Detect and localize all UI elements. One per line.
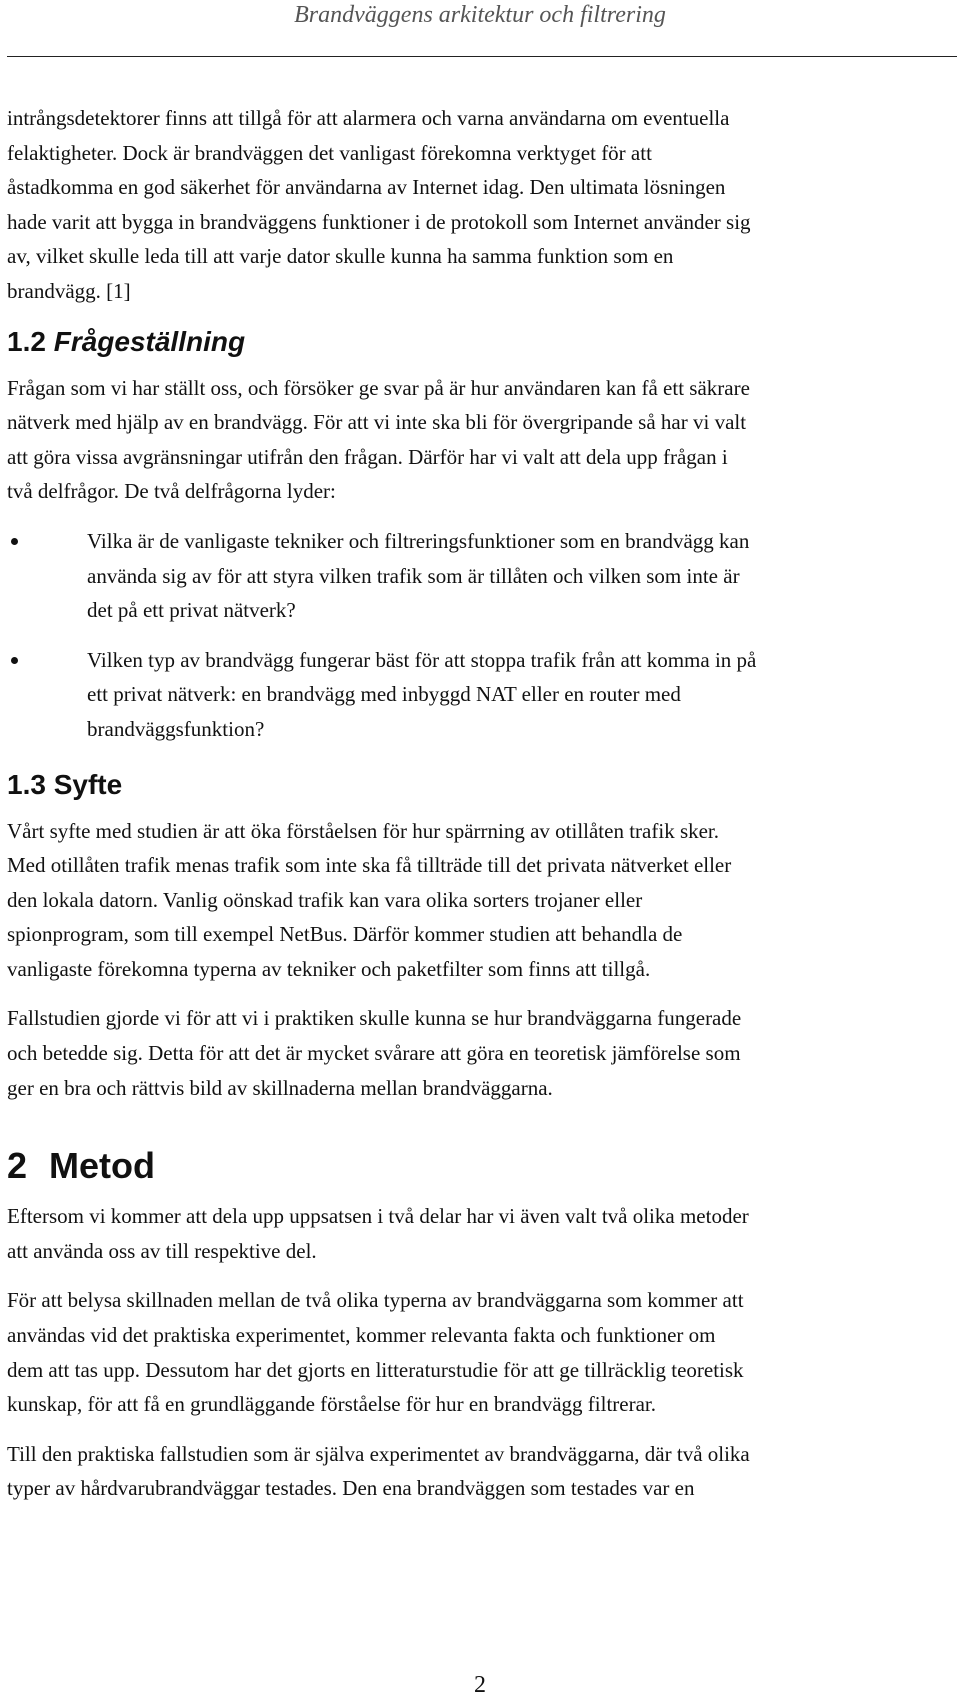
paragraph-line: Frågan som vi har ställt oss, och försöker ge svar på är hur användaren kan få ett säkrare xyxy=(7,375,750,400)
header-rule xyxy=(7,56,957,57)
section-2-paragraph-3 xyxy=(7,1437,953,1506)
list-item xyxy=(7,643,953,747)
section-title: Syfte xyxy=(53,768,123,800)
paragraph-line: användas vid det praktiska experimentet, kommer relevanta fakta och funktioner om xyxy=(7,1323,716,1348)
paragraph-line: För att belysa skillnaden mellan de två olika typerna av brandväggarna som kommer att xyxy=(7,1288,744,1313)
list-item-line: Vilka är de vanligaste tekniker och filtreringsfunktioner som en brandvägg kan xyxy=(87,528,750,553)
paragraph-line: av, vilket skulle leda till att varje dator skulle kunna ha samma funktion som en xyxy=(7,244,674,269)
section-2-paragraph-1 xyxy=(7,1199,953,1268)
paragraph-line: spionprogram, som till exempel NetBus. Därför kommer studien att behandla de xyxy=(7,922,683,947)
paragraph-line: Vårt syfte med studien är att öka förståelsen för hur spärrning av otillåten trafik sker. xyxy=(7,818,720,843)
section-1-3-paragraph-1 xyxy=(7,814,953,987)
section-number: 1.3 xyxy=(7,768,46,800)
paragraph-line: dem att tas upp. Dessutom har det gjorts en litteraturstudie för att ge tillräcklig teoretisk xyxy=(7,1357,744,1382)
paragraph-line: två delfrågor. De två delfrågorna lyder: xyxy=(7,479,336,504)
list-item xyxy=(7,524,953,628)
paragraph-line: Eftersom vi kommer att dela upp uppsatsen i två delar har vi även valt två olika metoder xyxy=(7,1204,749,1229)
section-heading-1-3 xyxy=(7,765,953,805)
paragraph-line: typer av hårdvarubrandväggar testades. Den ena brandväggen som testades var en xyxy=(7,1476,695,1501)
paragraph-line: Till den praktiska fallstudien som är själva experimentet av brandväggarna, där två olika xyxy=(7,1441,750,1466)
section-heading-1-2 xyxy=(7,322,953,362)
paragraph-line: den lokala datorn. Vanlig oönskad trafik kan vara olika sorters trojaner eller xyxy=(7,887,643,912)
paragraph-line: Fallstudien gjorde vi för att vi i praktiken skulle kunna se hur brandväggarna fungerade xyxy=(7,1006,742,1031)
section-1-2-paragraph xyxy=(7,371,953,509)
paragraph-line: att göra vissa avgränsningar utifrån den frågan. Därför har vi valt att dela upp frågan i xyxy=(7,444,728,469)
paragraph-line: kunskap, för att få en grundläggande förståelse för hur en brandvägg filtrerar. xyxy=(7,1392,657,1417)
question-list xyxy=(7,524,953,747)
paragraph-line: och betedde sig. Detta för att det är mycket svårare att göra en teoretisk jämförelse som xyxy=(7,1041,741,1066)
list-item-line: brandväggsfunktion? xyxy=(87,716,265,741)
section-title: Metod xyxy=(49,1145,156,1187)
section-heading-2 xyxy=(7,1143,953,1189)
paragraph-line: felaktigheter. Dock är brandväggen det vanligast förekomna verktyget för att xyxy=(7,140,652,165)
list-item-line: ett privat nätverk: en brandvägg med inbyggd NAT eller en router med xyxy=(87,682,681,707)
paragraph-line: Med otillåten trafik menas trafik som inte ska få tillträde till det privata nätverket eller xyxy=(7,853,732,878)
section-title: Frågeställning xyxy=(53,325,246,357)
paragraph-line: brandvägg. [1] xyxy=(7,278,131,303)
paragraph-line: åstadkomma en god säkerhet för användarna av Internet idag. Den ultimata lösningen xyxy=(7,175,726,200)
paragraph-line: nätverk med hjälp av en brandvägg. För att vi inte ska bli för övergripande så har vi valt xyxy=(7,410,747,435)
running-header: Brandväggens arkitektur och filtrering xyxy=(294,2,666,28)
section-1-3-paragraph-2 xyxy=(7,1001,953,1105)
section-2-paragraph-2 xyxy=(7,1283,953,1421)
paragraph-line: intrångsdetektorer finns att tillgå för att alarmera och varna användarna om eventuella xyxy=(7,106,730,130)
bullet-icon xyxy=(11,538,18,545)
list-item-line: Vilken typ av brandvägg fungerar bäst för att stoppa trafik från att komma in på xyxy=(87,647,757,672)
paragraph-line: vanligaste förekomna typerna av tekniker och paketfilter som finns att tillgå. xyxy=(7,956,651,981)
paragraph-line: ger en bra och rättvis bild av skillnaderna mellan brandväggarna. xyxy=(7,1075,553,1100)
bullet-icon xyxy=(11,657,18,664)
section-number: 2 xyxy=(7,1145,28,1187)
section-number: 1.2 xyxy=(7,325,46,357)
page-content xyxy=(7,101,953,1506)
list-item-line: använda sig av för att styra vilken trafik som är tillåten och vilken som inte är xyxy=(87,563,740,588)
paragraph-line: att använda oss av till respektive del. xyxy=(7,1238,317,1263)
paragraph-line: hade varit att bygga in brandväggens funktioner i de protokoll som Internet använder sig xyxy=(7,209,751,234)
list-item-line: det på ett privat nätverk? xyxy=(87,598,296,623)
page-number: 2 xyxy=(474,1672,486,1698)
intro-paragraph xyxy=(7,101,953,309)
